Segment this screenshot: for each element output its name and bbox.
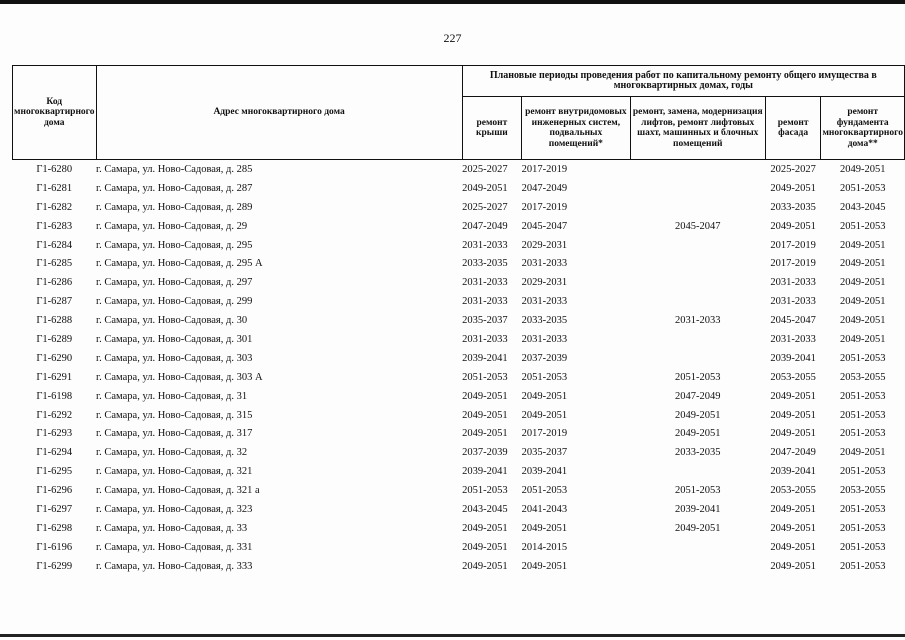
- table-row: [13, 160, 905, 179]
- cell-facade: 2053-2055: [770, 371, 816, 383]
- cell-engineering: 2037-2039: [521, 352, 568, 364]
- cell-facade: 2017-2019: [770, 258, 816, 270]
- table-row: [13, 538, 905, 557]
- header-foundation: ремонт фундамента многоквартирного дома**: [821, 97, 905, 160]
- cell-roof: 2033-2035: [462, 258, 508, 270]
- cell-lifts: 2031-2033: [674, 315, 721, 327]
- cell-address: г. Самара, ул. Ново-Садовая, д. 321: [96, 466, 253, 478]
- cell-lifts: [630, 273, 765, 292]
- cell-facade: 2049-2051: [770, 522, 816, 534]
- cell-address: г. Самара, ул. Ново-Садовая, д. 295: [96, 239, 253, 251]
- cell-engineering: 2014-2015: [521, 541, 568, 553]
- cell-address: г. Самара, ул. Ново-Садовая, д. 285: [96, 163, 253, 175]
- cell-roof: 2039-2041: [462, 352, 508, 364]
- cell-address: г. Самара, ул. Ново-Садовая, д. 301: [96, 333, 253, 345]
- cell-foundation: 2051-2053: [839, 503, 886, 515]
- cell-roof: 2049-2051: [462, 409, 508, 421]
- cell-lifts: 2039-2041: [674, 503, 721, 515]
- cell-foundation: 2049-2051: [839, 333, 886, 345]
- cell-facade: 2053-2055: [770, 485, 816, 497]
- cell-facade: 2049-2051: [770, 182, 816, 194]
- cell-roof: 2051-2053: [462, 485, 508, 497]
- cell-code: Г1-6198: [36, 390, 73, 402]
- cell-facade: 2017-2019: [770, 239, 816, 251]
- table-row: [13, 179, 905, 198]
- cell-foundation: 2051-2053: [839, 428, 886, 440]
- cell-foundation: 2051-2053: [839, 220, 886, 232]
- cell-engineering: 2045-2047: [521, 220, 568, 232]
- cell-engineering: 2033-2035: [521, 315, 568, 327]
- cell-facade: 2047-2049: [770, 447, 816, 459]
- cell-facade: 2031-2033: [770, 333, 816, 345]
- cell-address: г. Самара, ул. Ново-Садовая, д. 303: [96, 352, 253, 364]
- table-row: [13, 254, 905, 273]
- cell-code: Г1-6288: [36, 315, 73, 327]
- cell-code: Г1-6285: [36, 258, 73, 270]
- cell-lifts: [630, 236, 765, 255]
- cell-address: г. Самара, ул. Ново-Садовая, д. 331: [96, 541, 253, 553]
- cell-lifts: [630, 292, 765, 311]
- cell-engineering: 2047-2049: [521, 182, 568, 194]
- cell-foundation: 2049-2051: [839, 163, 886, 175]
- cell-roof: 2031-2033: [462, 239, 508, 251]
- cell-lifts: [630, 160, 765, 179]
- header-periods: Плановые периоды проведения работ по капитальному ремонту общего имущества в многоквартирных домах, годы: [462, 66, 904, 97]
- cell-lifts: 2047-2049: [674, 390, 721, 402]
- cell-address: г. Самара, ул. Ново-Садовая, д. 317: [96, 428, 253, 440]
- cell-code: Г1-6283: [36, 220, 73, 232]
- table-row: [13, 349, 905, 368]
- cell-facade: 2049-2051: [770, 428, 816, 440]
- cell-lifts: [630, 179, 765, 198]
- cell-code: Г1-6296: [36, 485, 73, 497]
- cell-address: г. Самара, ул. Ново-Садовая, д. 32: [96, 447, 248, 459]
- cell-code: Г1-6297: [36, 503, 73, 515]
- table-row: [13, 387, 905, 406]
- cell-facade: 2049-2051: [770, 220, 816, 232]
- table-row: [13, 481, 905, 500]
- cell-lifts: [630, 557, 765, 576]
- top-border: [0, 0, 905, 4]
- cell-code: Г1-6294: [36, 447, 73, 459]
- cell-code: Г1-6282: [36, 201, 73, 213]
- cell-lifts: 2049-2051: [674, 428, 721, 440]
- cell-foundation: 2051-2053: [839, 409, 886, 421]
- header-address: Адрес многоквартирного дома: [96, 66, 462, 160]
- cell-engineering: 2017-2019: [521, 163, 568, 175]
- cell-roof: 2051-2053: [462, 371, 508, 383]
- table-row: [13, 330, 905, 349]
- cell-address: г. Самара, ул. Ново-Садовая, д. 315: [96, 409, 253, 421]
- cell-roof: 2049-2051: [462, 182, 508, 194]
- cell-roof: 2035-2037: [462, 315, 508, 327]
- header-engineering: ремонт внутридомовых инженерных систем, подвальных помещений*: [522, 97, 631, 160]
- cell-engineering: 2035-2037: [521, 447, 568, 459]
- cell-foundation: 2049-2051: [839, 277, 886, 289]
- cell-code: Г1-6284: [36, 239, 73, 251]
- cell-code: Г1-6299: [36, 560, 73, 572]
- table-row: [13, 443, 905, 462]
- cell-foundation: 2049-2051: [839, 239, 886, 251]
- table-row: [13, 424, 905, 443]
- cell-facade: 2049-2051: [770, 560, 816, 572]
- cell-foundation: 2051-2053: [839, 182, 886, 194]
- cell-roof: 2049-2051: [462, 428, 508, 440]
- cell-foundation: 2049-2051: [839, 258, 886, 270]
- cell-code: Г1-6298: [36, 522, 73, 534]
- table-row: [13, 273, 905, 292]
- table-row: [13, 311, 905, 330]
- cell-engineering: 2049-2051: [521, 522, 568, 534]
- bottom-border: [0, 634, 905, 637]
- table-row: [13, 519, 905, 538]
- cell-roof: 2031-2033: [462, 277, 508, 289]
- table-body: [13, 160, 905, 576]
- cell-code: Г1-6280: [36, 163, 73, 175]
- cell-address: г. Самара, ул. Ново-Садовая, д. 295 А: [96, 258, 263, 270]
- header-lifts: ремонт, замена, модернизация лифтов, ремонт лифтовых шахт, машинных и блочных помещений: [630, 97, 765, 160]
- cell-facade: 2049-2051: [770, 503, 816, 515]
- cell-facade: 2049-2051: [770, 541, 816, 553]
- cell-code: Г1-6293: [36, 428, 73, 440]
- cell-facade: 2031-2033: [770, 296, 816, 308]
- cell-address: г. Самара, ул. Ново-Садовая, д. 297: [96, 277, 253, 289]
- cell-lifts: [630, 198, 765, 217]
- header-roof: ремонт крыши: [462, 97, 521, 160]
- cell-foundation: 2051-2053: [839, 541, 886, 553]
- cell-foundation: 2053-2055: [839, 485, 886, 497]
- cell-engineering: 2031-2033: [521, 258, 568, 270]
- cell-address: г. Самара, ул. Ново-Садовая, д. 31: [96, 390, 248, 402]
- cell-engineering: 2049-2051: [521, 409, 568, 421]
- cell-engineering: 2051-2053: [521, 371, 568, 383]
- cell-facade: 2025-2027: [770, 163, 816, 175]
- cell-foundation: 2051-2053: [839, 560, 886, 572]
- cell-foundation: 2051-2053: [839, 466, 886, 478]
- cell-roof: 2031-2033: [462, 296, 508, 308]
- table-row: [13, 236, 905, 255]
- cell-lifts: 2049-2051: [674, 522, 721, 534]
- table-row: [13, 557, 905, 576]
- cell-address: г. Самара, ул. Ново-Садовая, д. 33: [96, 522, 248, 534]
- cell-code: Г1-6287: [36, 296, 73, 308]
- cell-address: г. Самара, ул. Ново-Садовая, д. 30: [96, 315, 248, 327]
- cell-engineering: 2017-2019: [521, 201, 568, 213]
- cell-code: Г1-6289: [36, 333, 73, 345]
- cell-code: Г1-6286: [36, 277, 73, 289]
- cell-engineering: 2029-2031: [521, 239, 568, 251]
- cell-code: Г1-6290: [36, 352, 73, 364]
- cell-address: г. Самара, ул. Ново-Садовая, д. 323: [96, 503, 253, 515]
- cell-address: г. Самара, ул. Ново-Садовая, д. 29: [96, 220, 248, 232]
- table-row: [13, 198, 905, 217]
- cell-roof: 2049-2051: [462, 560, 508, 572]
- cell-lifts: 2051-2053: [674, 371, 721, 383]
- cell-roof: 2049-2051: [462, 541, 508, 553]
- cell-engineering: 2041-2043: [521, 503, 568, 515]
- cell-engineering: 2029-2031: [521, 277, 568, 289]
- cell-foundation: 2049-2051: [839, 315, 886, 327]
- cell-code: Г1-6196: [36, 541, 73, 553]
- cell-lifts: [630, 462, 765, 481]
- cell-engineering: 2049-2051: [521, 560, 568, 572]
- cell-lifts: [630, 330, 765, 349]
- cell-facade: 2039-2041: [770, 466, 816, 478]
- cell-facade: 2031-2033: [770, 277, 816, 289]
- cell-roof: 2025-2027: [462, 201, 508, 213]
- header-facade: ремонт фасада: [765, 97, 821, 160]
- cell-foundation: 2051-2053: [839, 390, 886, 402]
- cell-roof: 2049-2051: [462, 522, 508, 534]
- cell-lifts: 2051-2053: [674, 485, 721, 497]
- table-row: [13, 500, 905, 519]
- cell-roof: 2047-2049: [462, 220, 508, 232]
- cell-code: Г1-6291: [36, 371, 73, 383]
- cell-roof: 2049-2051: [462, 390, 508, 402]
- cell-address: г. Самара, ул. Ново-Садовая, д. 289: [96, 201, 253, 213]
- cell-lifts: 2045-2047: [674, 220, 721, 232]
- cell-facade: 2049-2051: [770, 390, 816, 402]
- cell-engineering: 2017-2019: [521, 428, 568, 440]
- cell-foundation: 2049-2051: [839, 447, 886, 459]
- cell-foundation: 2051-2053: [839, 522, 886, 534]
- cell-lifts: 2049-2051: [674, 409, 721, 421]
- cell-roof: 2043-2045: [462, 503, 508, 515]
- table-row: [13, 217, 905, 236]
- cell-roof: 2037-2039: [462, 447, 508, 459]
- cell-foundation: 2053-2055: [839, 371, 886, 383]
- cell-code: Г1-6295: [36, 466, 73, 478]
- table-row: [13, 368, 905, 387]
- cell-foundation: 2051-2053: [839, 352, 886, 364]
- cell-lifts: 2033-2035: [674, 447, 721, 459]
- cell-engineering: 2031-2033: [521, 333, 568, 345]
- table-row: [13, 406, 905, 425]
- cell-address: г. Самара, ул. Ново-Садовая, д. 333: [96, 560, 253, 572]
- cell-facade: 2045-2047: [770, 315, 816, 327]
- cell-roof: 2025-2027: [462, 163, 508, 175]
- page-number: 227: [443, 31, 462, 45]
- cell-roof: 2031-2033: [462, 333, 508, 345]
- table-row: [13, 462, 905, 481]
- header-code: Код многоквартирного дома: [13, 66, 97, 160]
- cell-lifts: [630, 349, 765, 368]
- cell-address: г. Самара, ул. Ново-Садовая, д. 287: [96, 182, 253, 194]
- cell-facade: 2033-2035: [770, 201, 816, 213]
- table-row: [13, 292, 905, 311]
- cell-facade: 2039-2041: [770, 352, 816, 364]
- cell-address: г. Самара, ул. Ново-Садовая, д. 321 а: [96, 485, 260, 497]
- cell-code: Г1-6281: [36, 182, 73, 194]
- cell-facade: 2049-2051: [770, 409, 816, 421]
- cell-foundation: 2043-2045: [839, 201, 886, 213]
- cell-engineering: 2039-2041: [521, 466, 568, 478]
- cell-roof: 2039-2041: [462, 466, 508, 478]
- cell-lifts: [630, 254, 765, 273]
- cell-engineering: 2031-2033: [521, 296, 568, 308]
- cell-lifts: [630, 538, 765, 557]
- cell-foundation: 2049-2051: [839, 296, 886, 308]
- cell-code: Г1-6292: [36, 409, 73, 421]
- cell-address: г. Самара, ул. Ново-Садовая, д. 303 А: [96, 371, 263, 383]
- cell-address: г. Самара, ул. Ново-Садовая, д. 299: [96, 296, 253, 308]
- repair-schedule-table: [12, 65, 905, 576]
- cell-engineering: 2051-2053: [521, 485, 568, 497]
- cell-engineering: 2049-2051: [521, 390, 568, 402]
